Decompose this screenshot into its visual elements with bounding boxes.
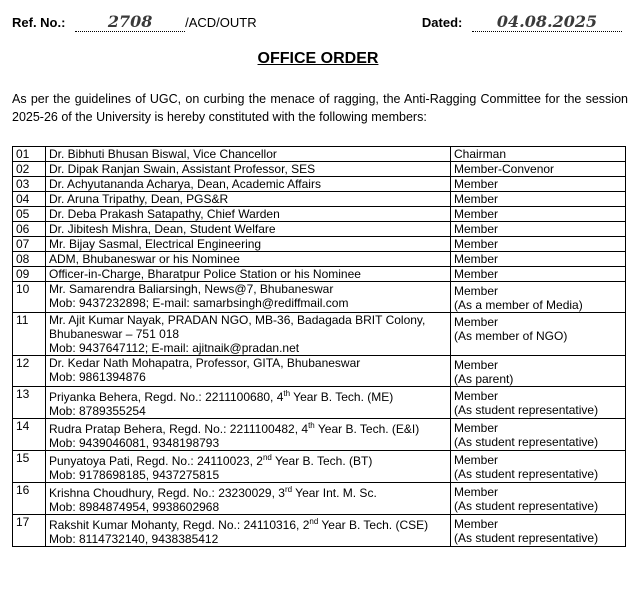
member-role-line: (As student representative): [454, 531, 599, 545]
member-detail-line: Dr. Bibhuti Bhusan Biswal, Vice Chancellor: [49, 147, 277, 161]
member-detail-line: Priyanka Behera, Regd. No.: 2211100680, 4th Year B. Tech. (ME): [49, 389, 394, 404]
member-role-line: Member-Convenor: [454, 162, 555, 176]
member-role-line: (As student representative): [454, 435, 599, 449]
member-details: [46, 162, 451, 177]
member-role: [451, 207, 626, 222]
member-number: 03: [13, 177, 46, 192]
table-row: [13, 222, 626, 237]
table-row: [13, 387, 626, 419]
member-number: 15: [13, 451, 46, 483]
member-number: 04: [13, 192, 46, 207]
member-role-line: Member: [454, 222, 499, 236]
member-role-line: Member: [454, 192, 499, 206]
table-row: [13, 252, 626, 267]
member-role-line: Member: [454, 421, 499, 435]
member-detail-line: Rakshit Kumar Mohanty, Regd. No.: 24110316, 2nd Year B. Tech. (CSE): [49, 517, 429, 532]
members-table: [12, 146, 626, 547]
table-row: [13, 451, 626, 483]
member-role: [451, 177, 626, 192]
member-detail-line: Dr. Achyutananda Acharya, Dean, Academic Affairs: [49, 177, 321, 191]
member-details: [46, 451, 451, 483]
member-details: [46, 267, 451, 282]
member-detail-line: Dr. Kedar Nath Mohapatra, Professor, GITA, Bhubaneswar: [49, 356, 361, 370]
member-number: 17: [13, 515, 46, 547]
member-details: [46, 387, 451, 419]
table-row: [13, 419, 626, 451]
member-detail-line: Mob: 8789355254: [49, 404, 146, 418]
member-detail-line: Rudra Pratap Behera, Regd. No.: 2211100482, 4th Year B. Tech. (E&I): [49, 421, 420, 436]
member-number: 14: [13, 419, 46, 451]
member-role: [451, 313, 626, 356]
table-row: [13, 282, 626, 313]
table-row: [13, 177, 626, 192]
member-role: [451, 252, 626, 267]
member-details: [46, 515, 451, 547]
member-details: [46, 282, 451, 313]
member-details: [46, 252, 451, 267]
member-number: 08: [13, 252, 46, 267]
member-number: 11: [13, 313, 46, 356]
date-field: [422, 12, 622, 32]
intro-paragraph: As per the guidelines of UGC, on curbing the menace of ragging, the Anti-Ragging Committee for the session 2025-26 of the University is hereby constituted with the following members:: [12, 92, 628, 124]
member-role: [451, 162, 626, 177]
member-details: [46, 192, 451, 207]
member-detail-line: Mob: 9437232898; E-mail: samarbsingh@rediffmail.com: [49, 296, 349, 310]
date-handwritten: 04.08.2025: [472, 12, 622, 32]
member-role-line: Member: [454, 252, 499, 266]
member-role: [451, 267, 626, 282]
member-detail-line: Mob: 9861394876: [49, 370, 146, 384]
member-role-line: Member: [454, 389, 499, 403]
member-number: 06: [13, 222, 46, 237]
ref-suffix: /ACD/OUTR: [185, 15, 257, 30]
member-role-line: Member: [454, 284, 499, 298]
member-role-line: Chairman: [454, 147, 507, 161]
member-detail-line: Punyatoya Pati, Regd. No.: 24110023, 2nd Year B. Tech. (BT): [49, 453, 373, 468]
member-detail-line: Officer-in-Charge, Bharatpur Police Station or his Nominee: [49, 267, 361, 281]
reference-number: [12, 12, 257, 32]
member-number: 12: [13, 356, 46, 387]
member-number: 07: [13, 237, 46, 252]
member-number: 10: [13, 282, 46, 313]
table-row: [13, 237, 626, 252]
member-role-line: Member: [454, 207, 499, 221]
member-role-line: (As student representative): [454, 403, 599, 417]
member-number: 16: [13, 483, 46, 515]
member-number: 02: [13, 162, 46, 177]
member-details: [46, 177, 451, 192]
table-row: [13, 515, 626, 547]
member-number: 01: [13, 147, 46, 162]
member-number: 13: [13, 387, 46, 419]
member-detail-line: ADM, Bhubaneswar or his Nominee: [49, 252, 240, 266]
member-details: [46, 419, 451, 451]
member-role-line: Member: [454, 177, 499, 191]
document-header: [12, 6, 626, 30]
member-role: [451, 222, 626, 237]
member-detail-line: Mob: 9439046081, 9348198793: [49, 436, 220, 450]
member-details: [46, 222, 451, 237]
dated-label: Dated:: [421, 15, 463, 30]
member-detail-line: Mob: 8114732140, 9438385412: [49, 532, 219, 546]
ref-label: Ref. No.:: [12, 15, 66, 30]
table-row: [13, 147, 626, 162]
member-details: [46, 313, 451, 356]
member-detail-line: Mob: 9437647112; E-mail: ajitnaik@pradan.net: [49, 341, 300, 355]
member-role-line: Member: [454, 358, 499, 372]
member-role-line: (As member of NGO): [454, 329, 568, 343]
member-role: [451, 515, 626, 547]
member-role-line: (As student representative): [454, 467, 599, 481]
member-detail-line: Krishna Choudhury, Regd. No.: 23230029, 3rd Year Int. M. Sc.: [49, 485, 377, 500]
member-details: [46, 207, 451, 222]
member-detail-line: Dr. Deba Prakash Satapathy, Chief Warden: [49, 207, 280, 221]
member-detail-line: Mob: 8984874954, 9938602968: [49, 500, 220, 514]
member-detail-line: Dr. Jibitesh Mishra, Dean, Student Welfare: [49, 222, 276, 236]
member-role-line: Member: [454, 485, 499, 499]
table-row: [13, 192, 626, 207]
member-number: 05: [13, 207, 46, 222]
member-role-line: (As parent): [454, 372, 514, 386]
member-role-line: Member: [454, 237, 499, 251]
table-row: [13, 267, 626, 282]
member-role-line: Member: [454, 315, 499, 329]
member-role-line: (As a member of Media): [454, 298, 583, 312]
member-role: [451, 192, 626, 207]
member-detail-line: Dr. Dipak Ranjan Swain, Assistant Professor, SES: [49, 162, 316, 176]
member-detail-line: Mr. Samarendra Baliarsingh, News@7, Bhubaneswar: [49, 282, 334, 296]
table-row: [13, 313, 626, 356]
member-role: [451, 356, 626, 387]
member-details: [46, 147, 451, 162]
members-table-body: [13, 147, 626, 547]
member-details: [46, 237, 451, 252]
member-role-line: Member: [454, 453, 499, 467]
member-role: [451, 237, 626, 252]
member-detail-line: Mr. Bijay Sasmal, Electrical Engineering: [49, 237, 262, 251]
member-detail-line: Mob: 9178698185, 9437275815: [49, 468, 220, 482]
table-row: [13, 207, 626, 222]
member-role: [451, 387, 626, 419]
member-detail-line: Mr. Ajit Kumar Nayak, PRADAN NGO, MB-36, Badagada BRIT Colony,: [49, 313, 426, 327]
member-detail-line: Dr. Aruna Tripathy, Dean, PGS&R: [49, 192, 229, 206]
table-row: [13, 162, 626, 177]
member-role: [451, 483, 626, 515]
member-role: [451, 282, 626, 313]
member-role-line: Member: [454, 267, 499, 281]
member-role-line: Member: [454, 517, 499, 531]
member-role: [451, 147, 626, 162]
member-role: [451, 419, 626, 451]
table-row: [13, 483, 626, 515]
page-title: OFFICE ORDER: [257, 50, 379, 67]
member-details: [46, 356, 451, 387]
member-details: [46, 483, 451, 515]
ref-number-handwritten: 2708: [75, 12, 185, 32]
table-row: [13, 356, 626, 387]
member-number: 09: [13, 267, 46, 282]
member-role-line: (As student representative): [454, 499, 599, 513]
member-role: [451, 451, 626, 483]
member-detail-line: Bhubaneswar – 751 018: [49, 327, 180, 341]
